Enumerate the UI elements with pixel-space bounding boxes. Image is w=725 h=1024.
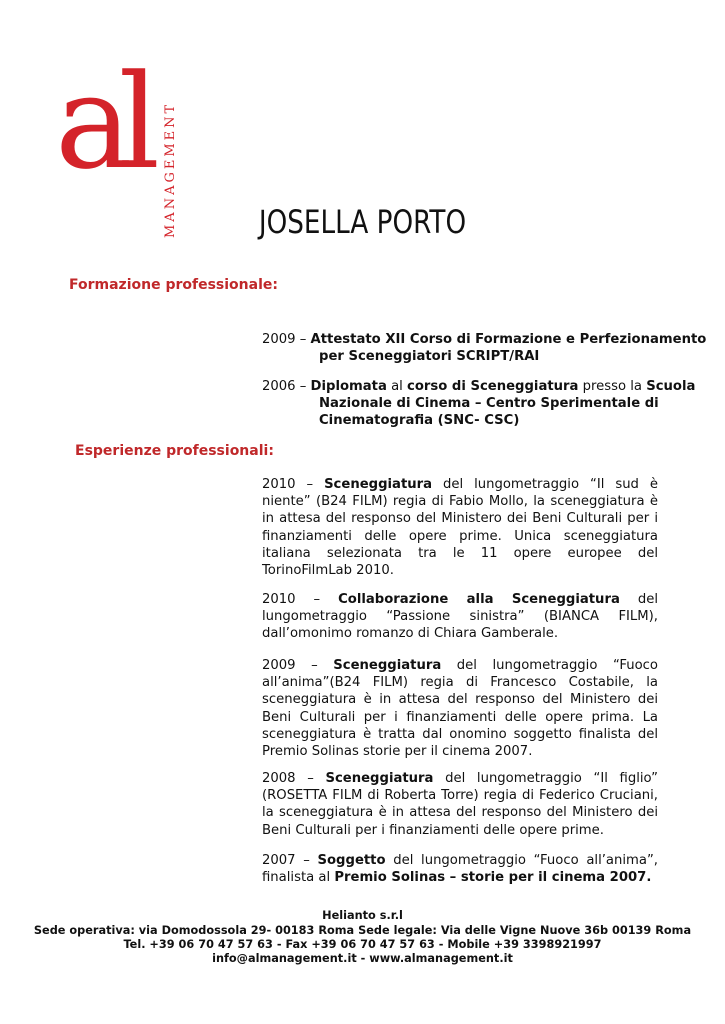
entry-bold-text: Diplomata [310,379,387,394]
entry-bold-text: Premio Solinas – storie per il cinema 2007. [334,870,652,886]
entry-bold-text: Sceneggiatura [325,771,434,786]
entry-text: del lungometraggio “Fuoco all’anima”(B24 FILM) regia di Francesco Costabile, la sceneggiatura è in attesa del responso del Ministero dei Beni Culturali per i finanziamenti delle opere prima. La sceneggiatura è tratta dal onomino soggetto finalista del Premio Solinas storie per il cinema 2007. [262,658,658,760]
logo-vertical-text: MANAGEMENT [163,101,178,238]
entry-bold-text: Sceneggiatura [324,477,433,492]
entry-bold-text: Soggetto [317,853,386,868]
entry-text: al [386,379,408,394]
esperienze-entry [262,852,658,886]
entry-text: 2010 – [262,592,339,607]
footer-phones: Tel. +39 06 70 47 57 63 - Fax +39 06 70 47 57 63 - Mobile +39 3398921997 [123,938,602,951]
entry-text: 2010 – [262,477,325,492]
entry-text: del lungometraggio “Passione sinistra” (BIANCA FILM), dall’omonimo romanzo di Chiara Gamberale. [262,592,658,642]
footer-contacts: info@almanagement.it - www.almanagement.it [212,952,513,965]
entry-bold-text: corso di Sceneggiatura [407,379,579,394]
entry-text: 2009 – [262,332,311,347]
entry-text: 2007 – [262,853,318,868]
entry-text: del lungometraggio “Il sud è niente” (B24 FILM) regia di Fabio Mollo, la sceneggiatura è in attesa del responso del Ministero dei Beni Culturali per i finanziamenti delle opere prime. Unica sceneggiatura italiana selezionata tra le 11 opere europee del TorinoFilmLab 2010. [262,477,658,579]
formazione-entry [262,331,715,365]
esperienze-entry [262,770,658,839]
entry-bold-text: Scuola Nazionale di Cinema – Centro Sperimentale di Cinematografia (SNC- CSC) [319,379,696,429]
esperienze-entry [262,591,658,643]
footer-address: Sede operativa: via Domodossola 29- 00183 Roma Sede legale: Via delle Vigne Nuove 36b 00139 Roma [33,924,692,937]
entry-bold-text: Sceneggiatura [333,658,442,673]
page-title: JOSELLA PORTO [258,203,467,241]
entry-text: presso la [578,379,647,394]
footer-company: Helianto s.r.l [322,909,403,922]
entry-bold-text: Collaborazione alla Sceneggiatura [338,592,620,607]
entry-text: del lungometraggio “Il figlio” (ROSETTA FILM di Roberta Torre) regia di Federico Cruciani, la sceneggiatura è in attesa del responso del Ministero dei Beni Culturali per i finanziamenti delle opere prime. [262,771,658,838]
entry-text: 2009 – [262,658,334,673]
formazione-entry [262,378,715,430]
entry-text: 2006 – [262,379,311,394]
entry-bold-text: Attestato XII Corso di Formazione e Perfezionamento per Sceneggiatori SCRIPT/RAI [310,332,707,365]
section-heading-formazione: Formazione professionale: [69,277,278,293]
entry-text: del lungometraggio “Fuoco all’anima”, finalista al [262,853,658,886]
company-logo [55,46,195,238]
section-heading-esperienze: Esperienze professionali: [75,443,274,459]
esperienze-entry [262,476,658,579]
entry-text: 2008 – [262,771,326,786]
esperienze-entry [262,657,658,760]
logo-letters: al [55,46,147,198]
